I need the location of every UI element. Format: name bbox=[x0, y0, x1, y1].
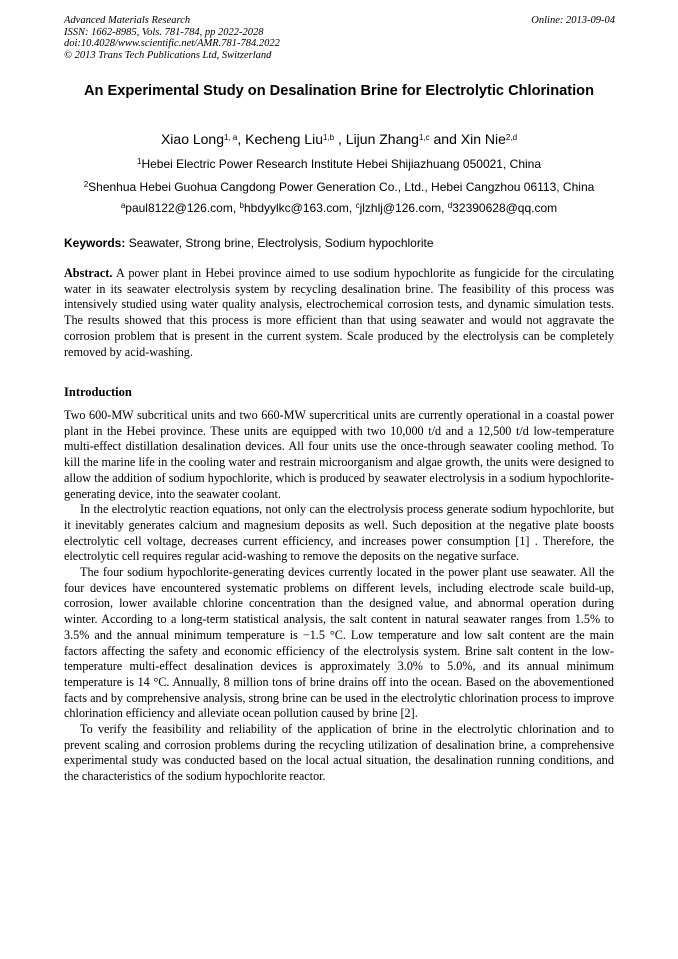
author-list: Xiao Long$^{1, a}$, Kecheng Liu$^{1,b}$ , Lijun Zhang$^{1,c}$ and Xin Nie$^{2,d}$ bbox=[160, 131, 518, 147]
abstract bbox=[64, 266, 614, 360]
abstract-label: Abstract. bbox=[64, 266, 113, 280]
email-list: $^a$paul8122@126.com, $^b$hbdyylkc@163.com, $^c$jlzhlj@126.com, $^d$32390628@qq.com bbox=[120, 201, 558, 215]
keywords bbox=[64, 236, 614, 251]
paragraph: The four sodium hypochlorite-generating devices currently located in the power plant use seawater. All the four devices have encountered systematic problems on different levels, including electrode scale build-up, corrosion, lower available chlorine concentration than the designed value, and abnormal operation during winter. According to a long-term statistical analysis, the salt content in natural seawater ranges from 1.5% to 3.5% and the annual minimum temperature is −1.5 °C. Low temperature and low salt content are the main factors affecting the safety and economic efficiency of the electrolysis system. Brine salt content in the low-temperature multi-effect desalination devices is approximately 3.0% to 5.0%, and its annual minimum temperature is 14 °C. Annually, 8 million tons of brine drains off into the ocean. Based on the abovementioned facts and by comprehensive analysis, strong brine can be used in the electrolytic chlorination process to improve chlorination efficiency and alleviate ocean pollution caused by brine [2]. bbox=[64, 565, 614, 721]
journal-name: Advanced Materials Research bbox=[64, 15, 191, 26]
doi-line: doi:10.4028/www.scientific.net/AMR.781-784.2022 bbox=[64, 38, 280, 49]
issn-line: ISSN: 1662-8985, Vols. 781-784, pp 2022-2028 bbox=[64, 26, 264, 38]
paragraph: In the electrolytic reaction equations, not only can the electrolysis process generate sodium hypochlorite, but it inevitably generates calcium and magnesium deposits as well. Such deposition at the negative plate boosts electrolytic cell voltage, decreases current efficiency, and increases power consumption [1] . Therefore, the electrolytic cell requires regular acid-washing to remove the deposits on the negative surface. bbox=[64, 502, 614, 564]
introduction-body bbox=[64, 408, 614, 785]
email: 32390628@qq.com bbox=[452, 201, 558, 215]
email: paul8122@126.com bbox=[125, 201, 233, 215]
author: Kecheng Liu$^{1,b}$ bbox=[245, 131, 335, 147]
keywords-text: Seawater, Strong brine, Electrolysis, Sodium hypochlorite bbox=[125, 236, 434, 250]
author: Xin Nie$^{2,d}$ bbox=[460, 131, 518, 147]
author: Lijun Zhang$^{1,c}$ bbox=[345, 131, 430, 147]
affiliation-1: $^1$Hebei Electric Power Research Institute Hebei Shijiazhuang 050021, China bbox=[136, 157, 541, 171]
section-heading-introduction: Introduction bbox=[64, 385, 132, 399]
copyright-line: © 2013 Trans Tech Publications Ltd, Switzerland bbox=[64, 49, 272, 61]
affiliation-2: $^2$Shenhua Hebei Guohua Cangdong Power Generation Co., Ltd., Hebei Cangzhou 06113, China bbox=[83, 180, 595, 194]
email: hbdyylkc@163.com bbox=[243, 201, 349, 215]
author: Xiao Long$^{1, a}$ bbox=[160, 131, 238, 147]
abstract-text: A power plant in Hebei province aimed to use sodium hypochlorite as fungicide for the circulating water in its seawater electrolysis system by recycling desalination brine. The feasibility of this process was intensively studied using water quality analysis, electrochemical corrosion tests, and dynamic simulation tests. The results showed that this process is more efficient than that using seawater and would not aggravate the corrosion problem that is present in the current system. Scale produced by the electrolysis can be completely removed by acid-washing. bbox=[64, 266, 614, 359]
email: jlzhlj@126.com bbox=[359, 201, 442, 215]
keywords-label: Keywords: bbox=[64, 236, 126, 250]
online-date: Online: 2013-09-04 bbox=[531, 15, 615, 26]
paper-title: An Experimental Study on Desalination Brine for Electrolytic Chlorination bbox=[83, 83, 595, 99]
paragraph: To verify the feasibility and reliability of the application of brine in the electrolytic chlorination and to prevent scaling and corrosion problems during the recycling utilization of desalination brine, a comprehensive experimental study was conducted based on the local actual situation, the desalination running conditions, and the characteristics of the sodium hypochlorite reactor. bbox=[64, 722, 614, 784]
journal-header bbox=[64, 15, 280, 61]
paragraph: Two 600-MW subcritical units and two 660-MW supercritical units are currently operational in a coastal power plant in the Hebei province. These units are equipped with two 10,000 t/d and a 12,500 t/d low-temperature multi-effect distillation desalination devices. All four units use the once-through seawater cooling method. To kill the marine life in the cooling water and restrain microorganism and algae growth, the units were designed to allow the addition of sodium hypochlorite, which is produced by seawater electrolysis in a sodium hypochlorite-generating device, into the seawater coolant. bbox=[64, 408, 614, 501]
